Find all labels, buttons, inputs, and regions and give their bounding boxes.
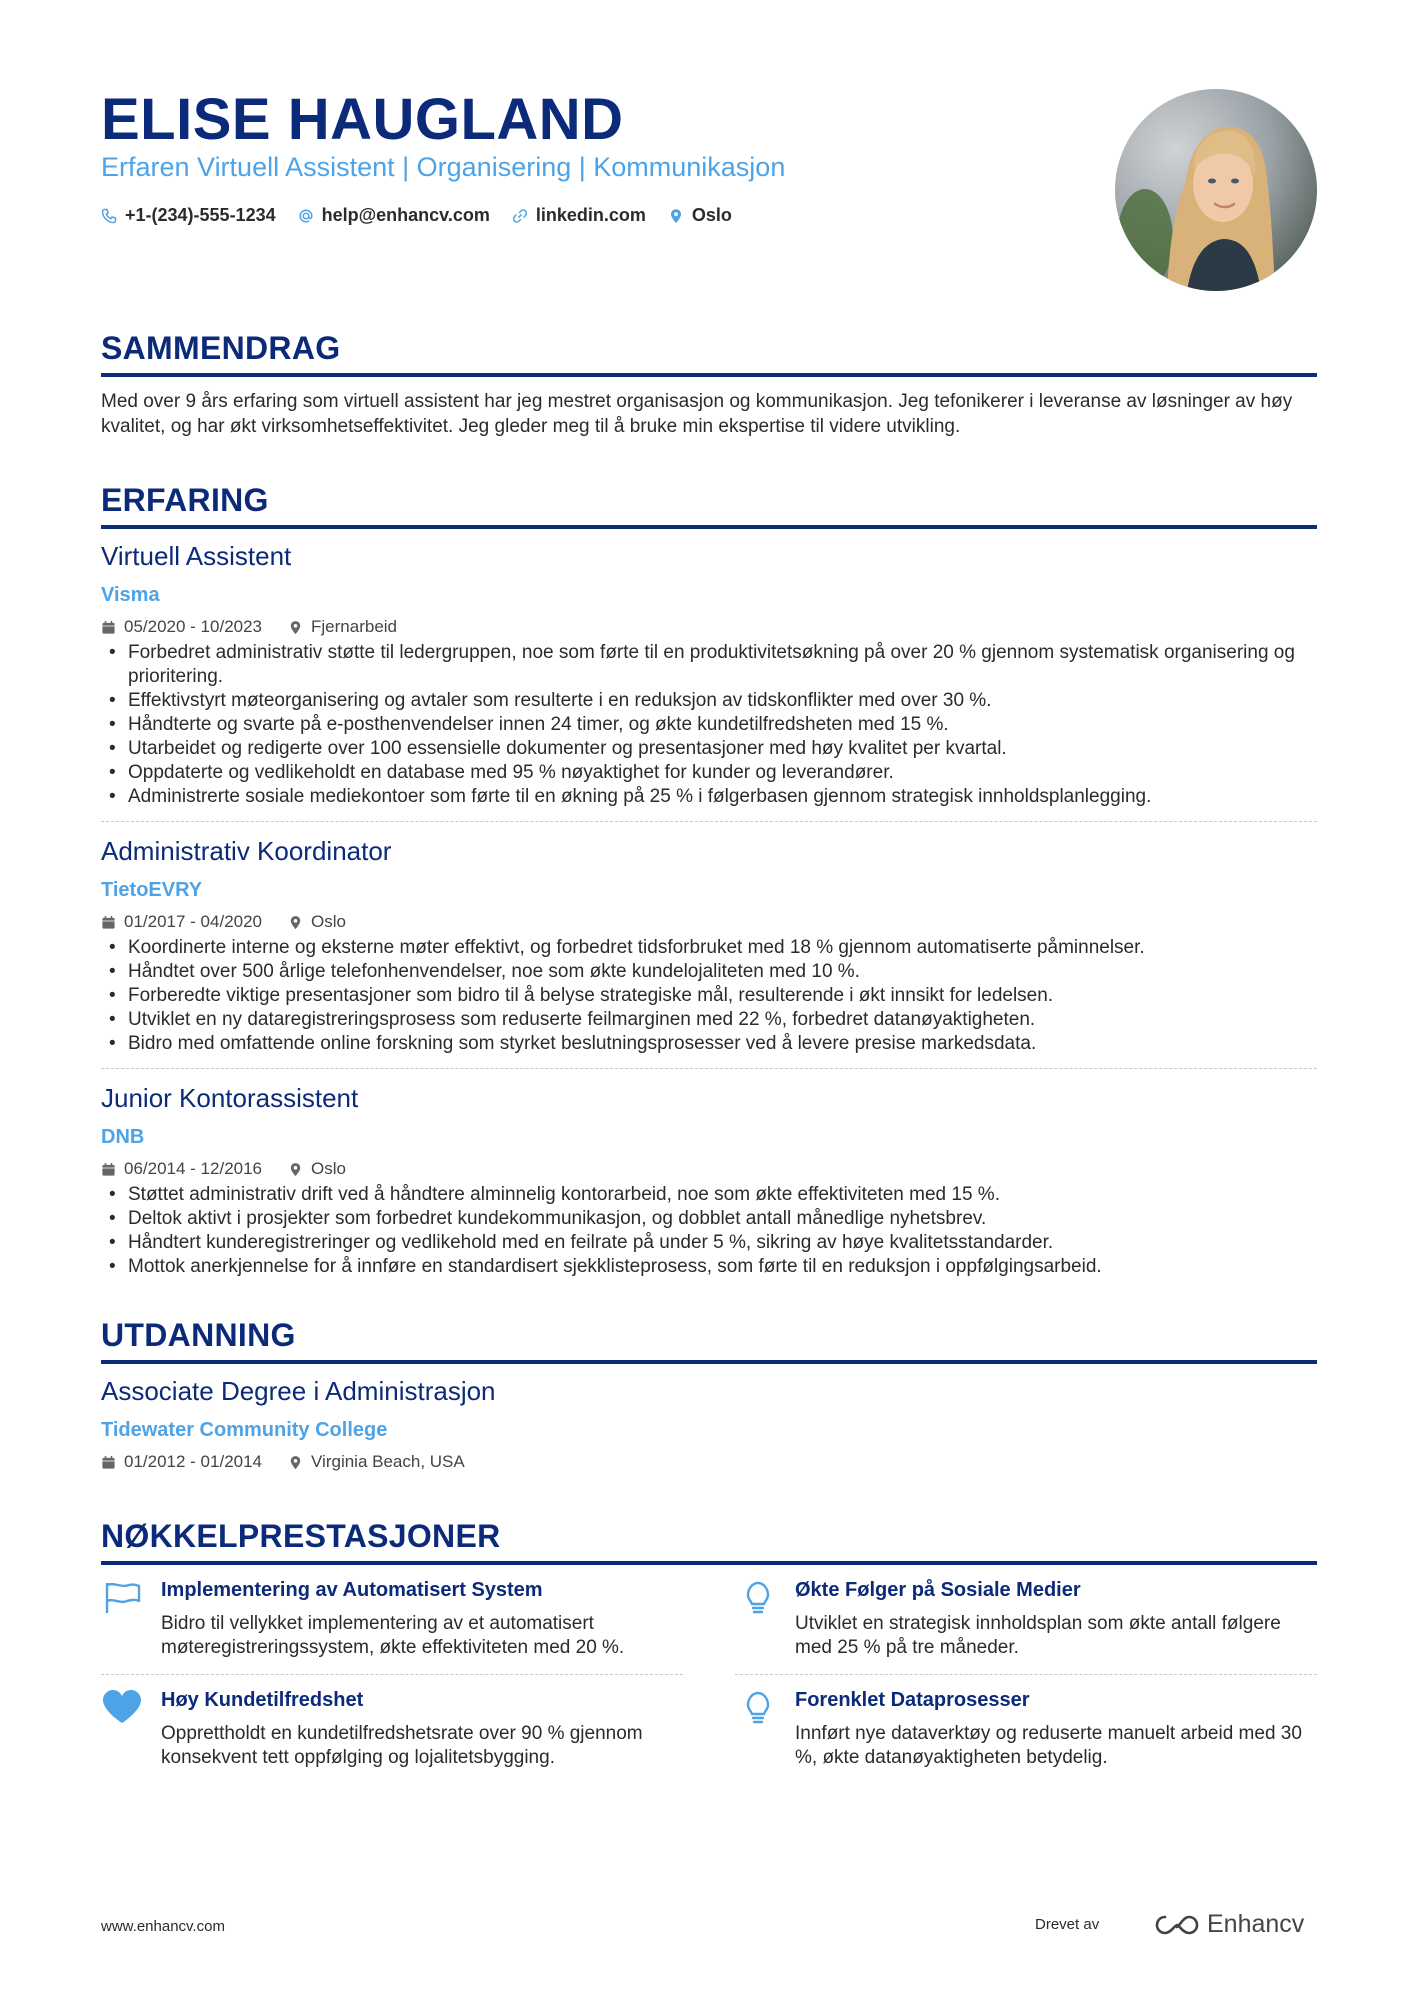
- location-icon: [288, 620, 303, 635]
- achievement-title: Høy Kundetilfredshet: [161, 1689, 364, 1711]
- list-item: • Forberedte viktige presentasjoner som bidro til å belyse strategiske mål, resulterende i økt innsikt for ledelsen.: [101, 984, 1317, 1008]
- achievement-item: [735, 1689, 1317, 1784]
- list-item: • Oppdaterte og vedlikeholdt en database med 95 % nøyaktighet for kunder og leverandører.: [101, 761, 1317, 785]
- phone-icon: [101, 208, 117, 224]
- summary-heading: SAMMENDRAG: [101, 330, 1317, 377]
- enhancv-logo-icon: [1155, 1913, 1199, 1937]
- list-item: • Forbedret administrativ støtte til ledergruppen, noe som førte til en produktivitetsøkning på over 20 % gjennom systematisk organisering og prioritering.: [101, 641, 1317, 689]
- list-item: • Administrerte sosiale mediekontoer som førte til en økning på 25 % i følgerbasen gjennom strategisk innholdsplanlegging.: [101, 785, 1317, 809]
- contact-list: [101, 205, 732, 226]
- list-item: • Deltok aktivt i prosjekter som forbedret kundekommunikasjon, og dobblet antall månedlige nyhetsbrev.: [101, 1207, 1317, 1231]
- achievement-item: [101, 1579, 683, 1675]
- job-entry: [101, 541, 1317, 822]
- at-icon: [298, 208, 314, 224]
- education-meta: [101, 1452, 1317, 1472]
- footer-powered-by: Drevet av: [1035, 1916, 1100, 1933]
- list-item: • Bidro med omfattende online forskning som styrket beslutningsprosesser ved å levere presise markedsdata.: [101, 1032, 1317, 1056]
- contact-linkedin[interactable]: [512, 205, 646, 226]
- location-icon: [288, 915, 303, 930]
- achievements-heading: NØKKELPRESTASJONER: [101, 1518, 1317, 1565]
- page-footer: [101, 1910, 1317, 1950]
- achievements-section: [101, 1518, 1317, 1798]
- profile-photo: [1115, 89, 1317, 291]
- education-section: [101, 1317, 1317, 1472]
- list-item: • Koordinerte interne og eksterne møter effektivt, og forbedret tidsforbruket med 18 % gjennom automatiserte påminnelser.: [101, 936, 1317, 960]
- school-name: Tidewater Community College: [101, 1419, 388, 1441]
- degree-title: Associate Degree i Administrasjon: [101, 1376, 496, 1406]
- lightbulb-icon: [735, 1689, 777, 1727]
- contact-email[interactable]: [298, 205, 490, 226]
- contact-phone[interactable]: [101, 205, 276, 226]
- list-item: • Utviklet en ny dataregistreringsprosess som reduserte feilmarginen med 22 %, forbedret datanøyaktigheten.: [101, 1008, 1317, 1032]
- calendar-icon: [101, 1162, 116, 1177]
- location-icon: [668, 208, 684, 224]
- contact-phone-text: +1-(234)-555-1234: [125, 205, 276, 225]
- location-icon: [288, 1455, 303, 1470]
- achievement-desc: Utviklet en strategisk innholdsplan som økte antall følgere med 25 % på tre måneder.: [795, 1613, 1281, 1658]
- job-meta: [101, 617, 1317, 637]
- job-title: Junior Kontorassistent: [101, 1083, 359, 1113]
- flag-icon: [101, 1579, 143, 1617]
- resume-page: [101, 0, 1317, 1798]
- job-location: Oslo: [311, 1159, 346, 1178]
- summary-text: Med over 9 års erfaring som virtuell assistent har jeg mestret organisasjon og kommunikasjon. Jeg tefonikerer i leveranse av løsninger av høy kvalitet, og har økt virksomhetseffektivitet. Jeg gleder meg til å bruke min ekspertise til videre utvikling.: [101, 391, 1293, 437]
- enhancv-logo-text: Enhancv: [1207, 1910, 1305, 1938]
- education-dates: 01/2012 - 01/2014: [124, 1452, 263, 1471]
- list-item: • Effektivstyrt møteorganisering og avtaler som resulterte i en reduksjon av tidskonflikter med over 30 %.: [101, 689, 1317, 713]
- achievement-desc: Bidro til vellykket implementering av et automatisert møteregistreringssystem, økte effektiviteten med 20 %.: [161, 1613, 625, 1658]
- job-company: TietoEVRY: [101, 879, 203, 901]
- list-item: • Utarbeidet og redigerte over 100 essensielle dokumenter og presentasjoner med høy kvalitet per kvartal.: [101, 737, 1317, 761]
- calendar-icon: [101, 1455, 116, 1470]
- job-entry: [101, 836, 1317, 1069]
- job-entry: [101, 1083, 1317, 1291]
- achievement-item: [101, 1689, 683, 1784]
- calendar-icon: [101, 915, 116, 930]
- job-company: DNB: [101, 1126, 145, 1148]
- list-item: • Håndtert kunderegistreringer og vedlikehold med en feilrate på under 5 %, sikring av høye kvalitetsstandarder.: [101, 1231, 1317, 1255]
- job-dates: 05/2020 - 10/2023: [124, 617, 263, 636]
- job-title: Administrativ Koordinator: [101, 836, 392, 866]
- location-icon: [288, 1162, 303, 1177]
- list-item: • Mottok anerkjennelse for å innføre en standardisert sjekklisteprosess, som førte til en reduksjon i oppfølgingsarbeid.: [101, 1255, 1317, 1279]
- heart-icon: [101, 1689, 143, 1727]
- achievement-title: Implementering av Automatisert System: [161, 1579, 543, 1601]
- contact-location: [668, 205, 732, 226]
- job-meta: [101, 1159, 1317, 1179]
- education-heading: UTDANNING: [101, 1317, 1317, 1364]
- achievement-desc: Innført nye dataverktøy og reduserte manuelt arbeid med 30 %, økte datanøyaktigheten betydelig.: [795, 1723, 1302, 1768]
- candidate-name: ELISE HAUGLAND: [101, 87, 624, 152]
- link-icon: [512, 208, 528, 224]
- enhancv-logo[interactable]: [1155, 1910, 1304, 1939]
- contact-linkedin-text: linkedin.com: [535, 205, 646, 225]
- candidate-tagline: Erfaren Virtuell Assistent | Organisering | Kommunikasjon: [101, 152, 786, 182]
- achievement-desc: Opprettholdt en kundetilfredshetsrate over 90 % gjennom konsekvent tett oppfølging og lojalitetsbygging.: [161, 1723, 643, 1768]
- achievement-title: Økte Følger på Sosiale Medier: [795, 1579, 1081, 1601]
- education-location: Virginia Beach, USA: [311, 1452, 465, 1471]
- calendar-icon: [101, 620, 116, 635]
- job-dates: 06/2014 - 12/2016: [124, 1159, 263, 1178]
- job-location: Oslo: [311, 912, 346, 931]
- resume-header: [101, 0, 1317, 330]
- achievement-title: Forenklet Dataprosesser: [795, 1689, 1030, 1711]
- list-item: • Håndtet over 500 årlige telefonhenvendelser, noe som økte kundelojaliteten med 10 %.: [101, 960, 1317, 984]
- lightbulb-icon: [735, 1579, 777, 1617]
- job-title: Virtuell Assistent: [101, 541, 292, 571]
- job-bullets: [101, 641, 1317, 809]
- job-company: Visma: [101, 584, 160, 606]
- job-bullets: [101, 936, 1317, 1056]
- experience-heading: ERFARING: [101, 482, 1317, 529]
- list-item: • Håndterte og svarte på e-posthenvendelser innen 24 timer, og økte kundetilfredsheten med 15 %.: [101, 713, 1317, 737]
- contact-location-text: Oslo: [691, 205, 732, 225]
- job-meta: [101, 912, 1317, 932]
- summary-section: [101, 330, 1317, 439]
- footer-url[interactable]: www.enhancv.com: [101, 1918, 225, 1935]
- list-item: • Støttet administrativ drift ved å håndtere alminnelig kontorarbeid, noe som økte effektiviteten med 15 %.: [101, 1183, 1317, 1207]
- job-dates: 01/2017 - 04/2020: [124, 912, 263, 931]
- achievement-item: [735, 1579, 1317, 1675]
- contact-email-text: help@enhancv.com: [321, 205, 490, 225]
- job-bullets: [101, 1183, 1317, 1279]
- experience-section: [101, 482, 1317, 1291]
- job-location: Fjernarbeid: [311, 617, 398, 636]
- achievements-grid: [101, 1579, 1317, 1798]
